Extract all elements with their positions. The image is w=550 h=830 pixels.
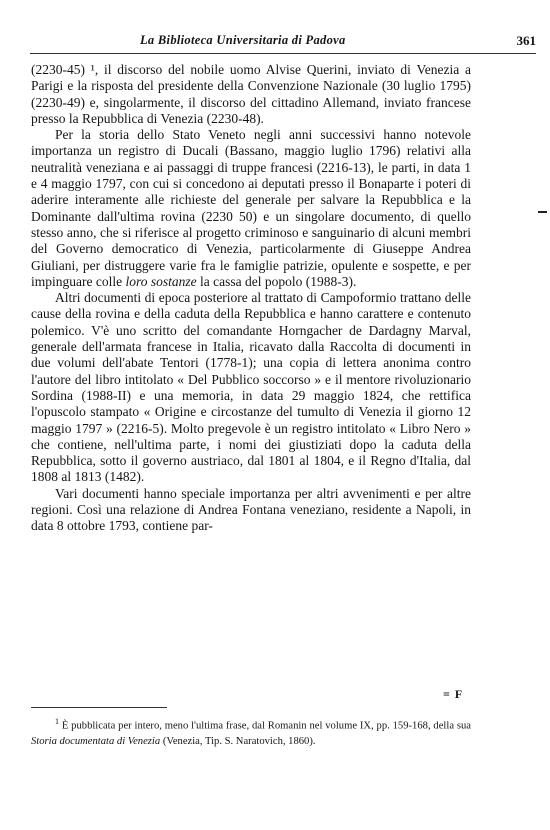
footnote-rule — [31, 707, 167, 708]
footnote — [31, 714, 471, 749]
paragraph-2 — [31, 127, 471, 290]
signature-mark: = F — [443, 687, 464, 701]
paragraph-3: Altri documenti di epoca posteriore al trattato di Campoformio trattano delle cause della rovina e della caduta della Repubblica e hanno carattere e contenuto polemico. V'è uno scritto del comandante Horngacher de Dardagny Marval, generale dell'armata francese in Italia, ricavato dalla Raccolta di documenti in due volumi dell'abate Tentori (1778-1); una copia di lettera anonima contro l'autore del libro intitolato « Del Pubblico soccorso » e il mentore rivoluzionario Sordina (1988-II) e una memoria, in data 29 maggio 1824, che rettifica l'opuscolo stampato « Origine e circostanze del tumulto di Venezia il giorno 12 maggio 1797 » (2216-5). Molto pregevole è un registro intitolato « Libro Nero » che contiene, nell'ultima parte, i nomi dei giustiziati dopo la caduta della Repubblica, sotto il governo austriaco, dal 1801 al 1804, e il Regno d'Italia, dal 1808 al 1813 (1482). — [31, 290, 471, 485]
footnote-text: È pubblicata per intero, meno l'ultima frase, dal Romanin nel volume IX, pp. 159-168, della sua — [61, 720, 471, 732]
margin-mark — [538, 211, 547, 213]
paragraph-4: Vari documenti hanno speciale importanza per altri avvenimenti e per altre regioni. Così una relazione di Andrea Fontana veneziano, residente a Napoli, in data 8 ottobre 1793, contiene par- — [31, 485, 471, 534]
body-text — [31, 62, 471, 535]
header-rule — [30, 53, 536, 54]
page-number: 361 — [516, 33, 536, 48]
paragraph-2-text: Per la storia dello Stato Veneto negli anni successivi hanno notevole importanza un registro di Ducali (Bassano, maggio luglio 1796) relativi alla neutralità veneziana e ai passaggi di truppe francesi (2216-13), le parti, in data 1 e 4 maggio 1797, con cui si concedono ai deputati presso il Bonaparte i poteri di aderire interamente alle richieste del generale per salvare la Repubblica e la Dominante dall'ultima rovina (2230 50) e un singolare documento, di quello stesso anno, che si riferisce al progetto criminoso e sanguinario di alcuni membri del Governo democratico di Venezia, particolarmente di Giuseppe Andrea Giuliani, per distruggere varie fra le famiglie patrizie, opulente e sospette, e per impinguare colle — [31, 127, 471, 289]
footnote-marker: 1 — [55, 717, 59, 726]
footnote-publisher: (Venezia, Tip. S. Naratovich, 1860). — [162, 735, 316, 747]
paragraph-1: (2230-45) ¹, il discorso del nobile uomo Alvise Querini, inviato di Venezia a Parigi e la risposta del presidente della Convenzione Nazionale (30 luglio 1795) (2230-49) e, singolarmente, il discorso del cittadino Allemand, inviato francese presso la Repubblica di Venezia (2230-48). — [31, 62, 471, 126]
footnote-title: Storia documentata di Venezia — [31, 735, 161, 747]
paragraph-2-italic: loro sostanze — [125, 273, 197, 289]
running-header — [30, 30, 536, 50]
paragraph-2-tail: la cassa del popolo (1988-3). — [196, 273, 357, 289]
running-title: La Biblioteca Universitaria di Padova — [140, 33, 346, 47]
